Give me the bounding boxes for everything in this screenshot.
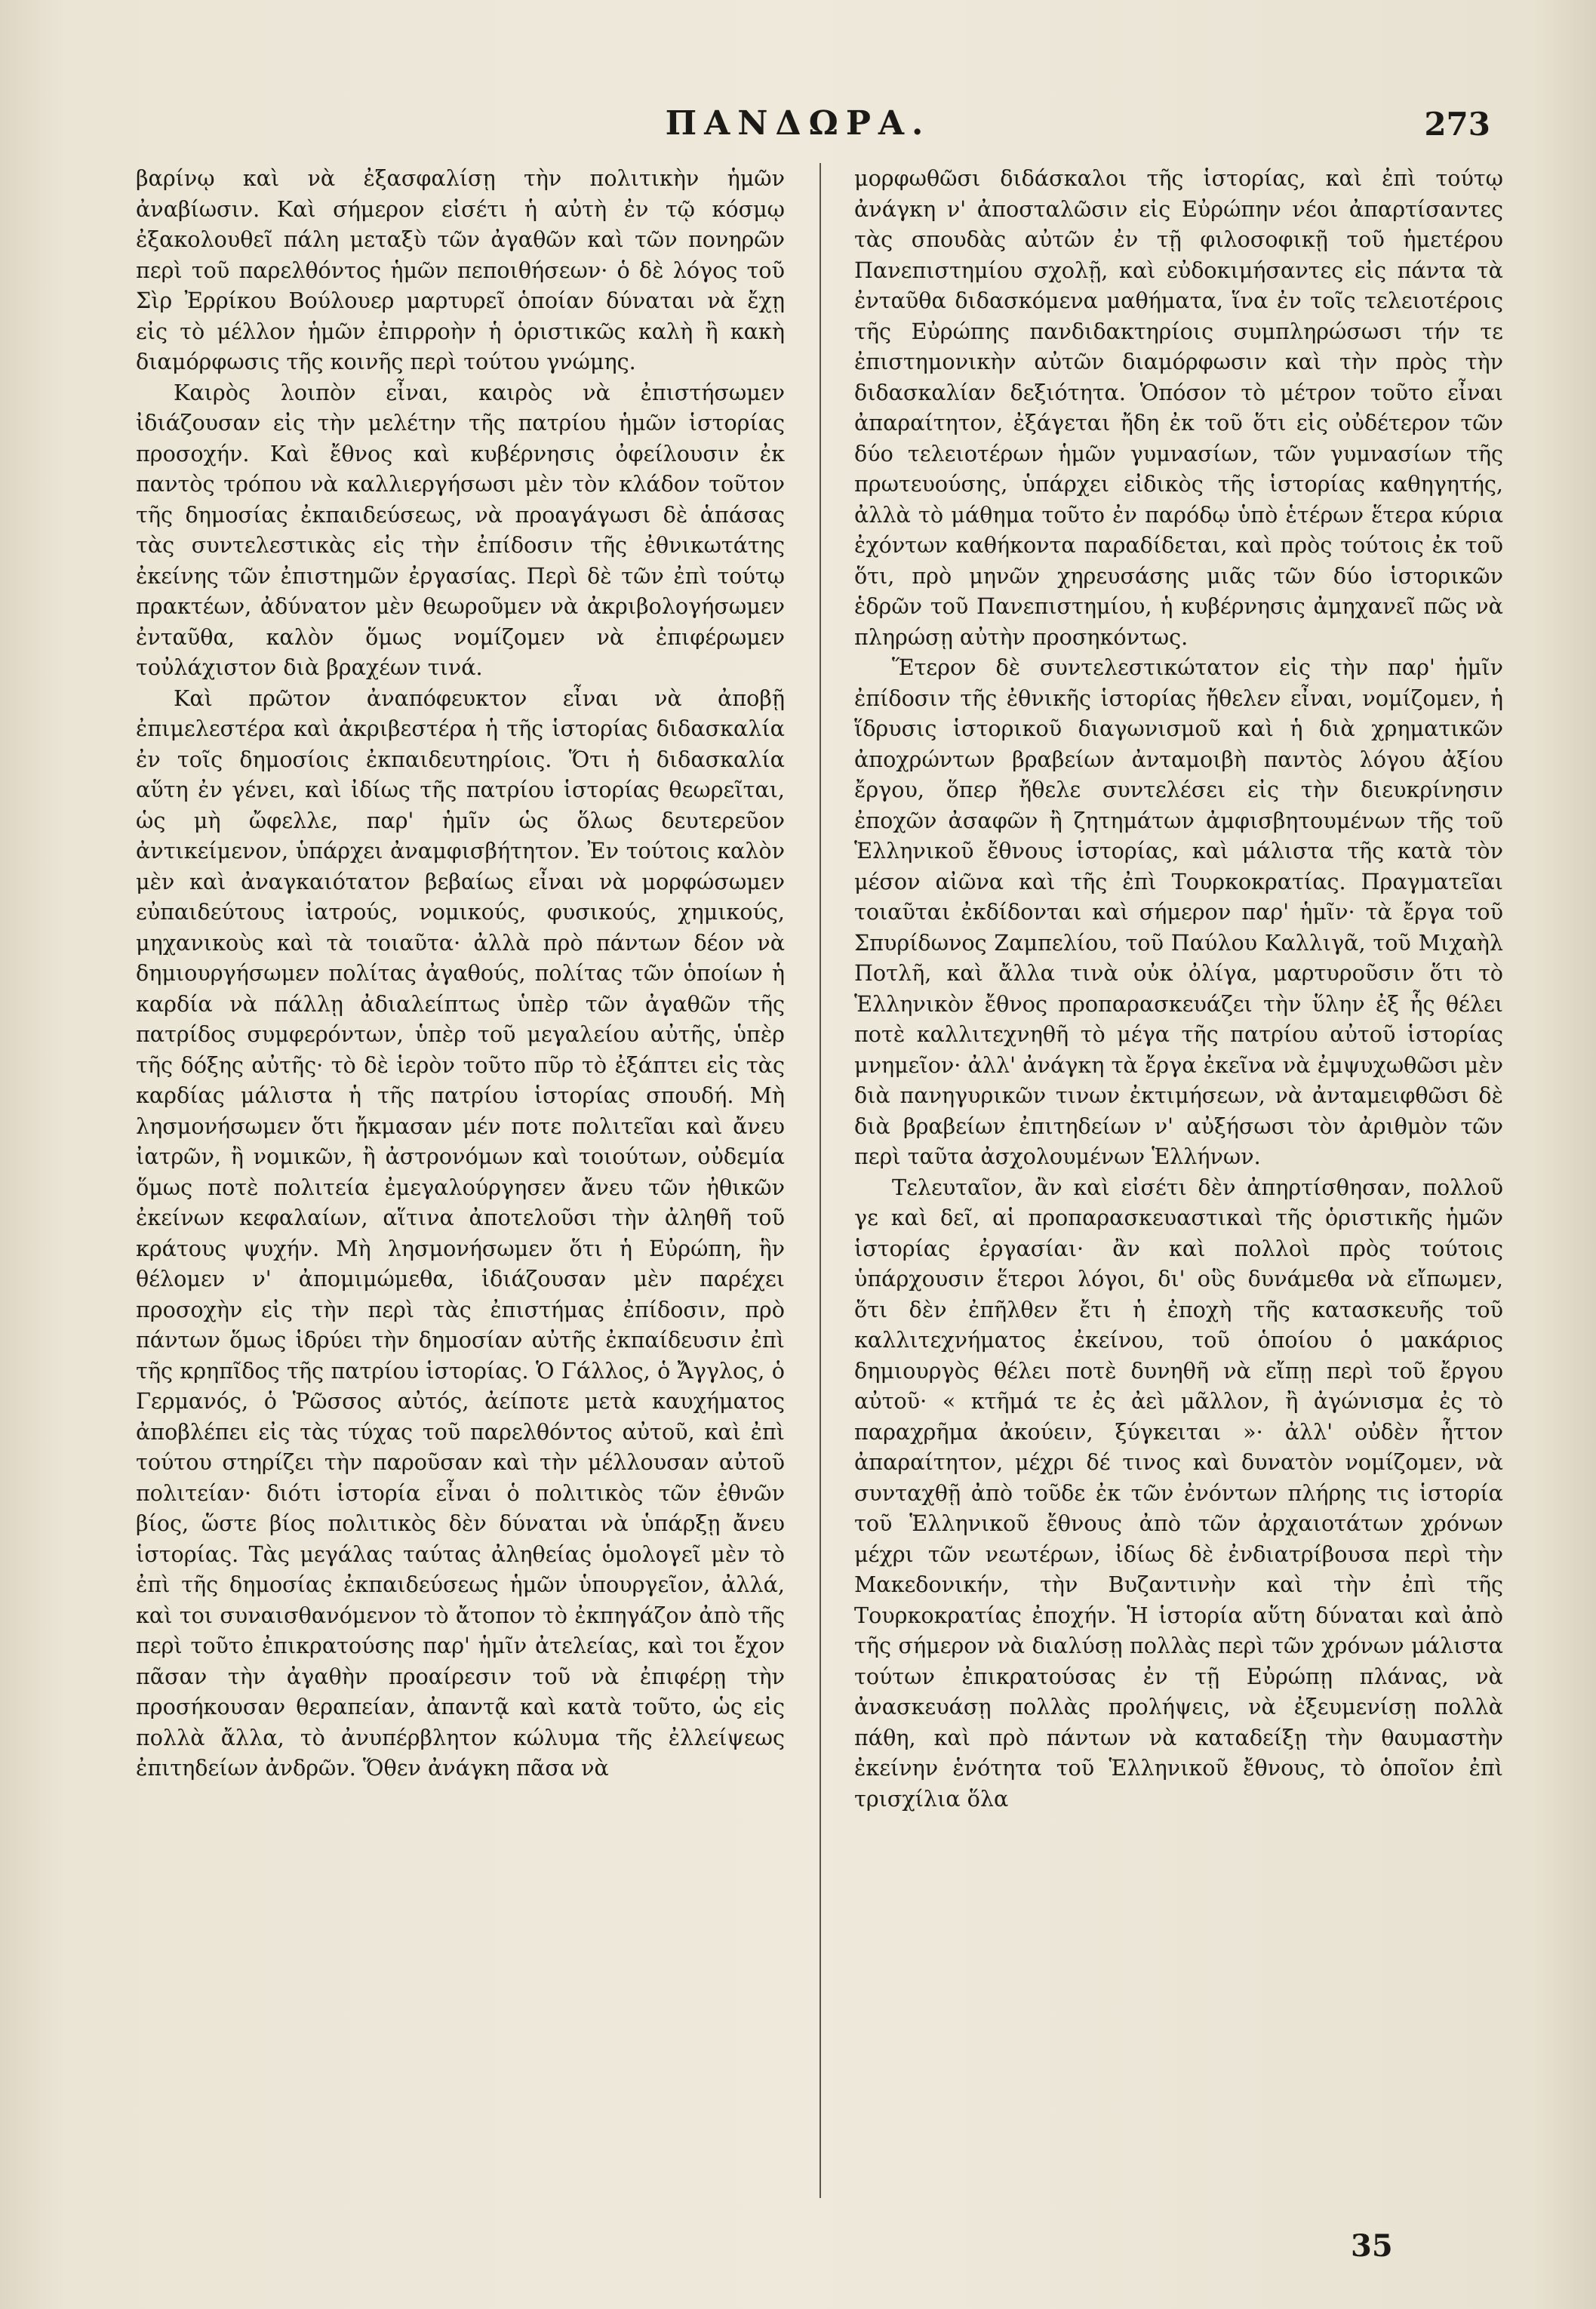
paragraph: Τελευταῖον, ἂν καὶ εἰσέτι δὲν ἀπηρτίσθησαν, πολλοῦ γε καὶ δεῖ, αἱ προπαρασκευαστικαὶ τῆς ὁριστικῆς ἡμῶν ἱστορίας ἐργασίαι· ἂν καὶ πολλοὶ πρὸς τούτοις ὑπάρχουσιν ἕτεροι λόγοι, δι' οὓς δυνάμεθα νὰ εἴπωμεν, ὅτι δὲν ἐπῆλθεν ἔτι ἡ ἐποχὴ τῆς κατασκευῆς τοῦ καλλιτεχνήματος ἐκείνου, τοῦ ὁποίου ὁ μακάριος δημιουργὸς θέλει ποτὲ δυνηθῆ νὰ εἴπῃ περὶ τοῦ ἔργου αὐτοῦ· « κτῆμά τε ἐς ἀεὶ μᾶλλον, ἢ ἀγώνισμα ἐς τὸ παραχρῆμα ἀκούειν, ξύγκειται »· ἀλλ' οὐδὲν ἧττον ἀπαραίτητον, μέχρι δέ τινος καὶ δυνατὸν νομίζομεν, νὰ συνταχθῇ ἀπὸ τοῦδε ἐκ τῶν ἐνόντων πλήρης τις ἱστορία τοῦ Ἑλληνικοῦ ἔθνους ἀπὸ τῶν ἀρχαιοτάτων χρόνων μέχρι τῶν νεωτέρων, ἰδίως δὲ ἐνδιατρίβουσα περὶ τὴν Μακεδονικήν, τὴν Βυζαντινὴν καὶ τὴν ἐπὶ τῆς Τουρκοκρατίας ἐποχήν. Ἡ ἱστορία αὕτη δύναται καὶ ἀπὸ τῆς σήμερον νὰ διαλύσῃ πολλὰς περὶ τῶν χρόνων μάλιστα τούτων ἐπικρατούσας ἐν τῇ Εὐρώπῃ πλάνας, νὰ ἀνασκευάσῃ πολλὰς προλήψεις, νὰ ἐξευμενίσῃ πολλὰ πάθη, καὶ πρὸ πάντων νὰ καταδείξῃ τὴν θαυμαστὴν ἐκείνην ἑνότητα τοῦ Ἑλληνικοῦ ἔθνους, τὸ ὁποῖον ἐπὶ τρισχίλια ὅλα [854, 1174, 1503, 1812]
paragraph: μορφωθῶσι διδάσκαλοι τῆς ἱστορίας, καὶ ἐπὶ τούτῳ ἀνάγκη ν' ἀποσταλῶσιν εἰς Εὐρώπην νέοι ἀπαρτίσαντες τὰς σπουδὰς αὐτῶν ἐν τῇ φιλοσοφικῇ τοῦ ἡμετέρου Πανεπιστημίου σχολῇ, καὶ εὐδοκιμήσαντες εἰς πάντα τὰ ἐνταῦθα διδασκόμενα μαθήματα, ἵνα ἐν τοῖς τελειοτέροις τῆς Εὐρώπης πανδιδακτηρίοις συμπληρώσωσι τήν τε ἐπιστημονικὴν αὐτῶν διαμόρφωσιν καὶ τὴν πρὸς τὴν διδασκαλίαν δεξιότητα. Ὁπόσον τὸ μέτρον τοῦτο εἶναι ἀπαραίτητον, ἐξάγεται ἤδη ἐκ τοῦ ὅτι εἰς οὐδέτερον τῶν δύο τελειοτέρων ἡμῶν γυμνασίων, τῶν γυμνασίων τῆς πρωτευούσης, ὑπάρχει εἰδικὸς τῆς ἱστορίας καθηγητής, ἀλλὰ τὸ μάθημα τοῦτο ἐν παρόδῳ ὑπὸ ἑτέρων ἕτερα κύρια ἐχόντων καθήκοντα παραδίδεται, καὶ πρὸς τούτοις ἐκ τοῦ ὅτι, πρὸ μηνῶν χηρευσάσης μιᾶς τῶν δύο ἱστορικῶν ἑδρῶν τοῦ Πανεπιστημίου, ἡ κυβέρνησις ἀμηχανεῖ πῶς νὰ πληρώσῃ αὐτὴν προσηκόντως. [854, 165, 1503, 650]
column-divider [820, 163, 821, 2198]
paragraph: Καιρὸς λοιπὸν εἶναι, καιρὸς νὰ ἐπιστήσωμεν ἰδιάζουσαν εἰς τὴν μελέτην τῆς πατρίου ἡμῶν ἱστορίας προσοχήν. Καὶ ἔθνος καὶ κυβέρνησις ὀφείλουσιν ἐκ παντὸς τρόπου νὰ καλλιεργήσωσι μὲν τὸν κλάδον τοῦτον τῆς δημοσίας ἐκπαιδεύσεως, νὰ προαγάγωσι δὲ ἁπάσας τὰς συντελεστικὰς εἰς τὴν ἐπίδοσιν τῆς ἐθνικωτάτης ἐκείνης τῶν ἐπιστημῶν ἐργασίας. Περὶ δὲ τῶν ἐπὶ τούτῳ πρακτέων, ἀδύνατον μὲν θεωροῦμεν νὰ ἀκριβολογήσωμεν ἐνταῦθα, καλὸν ὅμως νομίζομεν νὰ ἐπιφέρωμεν τοὐλάχιστον διὰ βραχέων τινά. [136, 379, 785, 680]
right-column [854, 163, 1503, 2201]
paragraph: Καὶ πρῶτον ἀναπόφευκτον εἶναι νὰ ἀποβῇ ἐπιμελεστέρα καὶ ἀκριβεστέρα ἡ τῆς ἱστορίας διδασκαλία ἐν τοῖς δημοσίοις ἐκπαιδευτηρίοις. Ὅτι ἡ διδασκαλία αὕτη ἐν γένει, καὶ ἰδίως τῆς πατρίου ἱστορίας θεωρεῖται, ὡς μὴ ὤφελλε, παρ' ἡμῖν ὡς ὅλως δευτερεῦον ἀντικείμενον, ὑπάρχει ἀναμφισβήτητον. Ἐν τούτοις καλὸν μὲν καὶ ἀναγκαιότατον βεβαίως εἶναι νὰ μορφώσωμεν εὐπαιδεύτους ἰατρούς, νομικούς, φυσικούς, χημικούς, μηχανικοὺς καὶ τὰ τοιαῦτα· ἀλλὰ πρὸ πάντων δέον νὰ δημιουργήσωμεν πολίτας ἀγαθούς, πολίτας τῶν ὁποίων ἡ καρδία νὰ πάλλῃ ἀδιαλείπτως ὑπὲρ τῶν ἀγαθῶν τῆς πατρίδος συμφερόντων, ὑπὲρ τοῦ μεγαλείου αὐτῆς, ὑπὲρ τῆς δόξης αὐτῆς· τὸ δὲ ἱερὸν τοῦτο πῦρ τὸ ἐξάπτει εἰς τὰς καρδίας μάλιστα ἡ τῆς πατρίου ἱστορίας σπουδή. Μὴ λησμονήσωμεν ὅτι ἤκμασαν μέν ποτε πολιτεῖαι καὶ ἄνευ ἰατρῶν, ἢ νομικῶν, ἢ ἀστρονόμων καὶ τοιούτων, οὐδεμία ὅμως ποτὲ πολιτεία ἐμεγαλούργησεν ἄνευ τῶν ἠθικῶν ἐκείνων κεφαλαίων, αἵτινα ἀποτελοῦσι τὴν ἀληθῆ τοῦ κράτους ψυχήν. Μὴ λησμονήσωμεν ὅτι ἡ Εὐρώπη, ἣν θέλομεν ν' ἀπομιμώμεθα, ἰδιάζουσαν μὲν παρέχει προσοχὴν εἰς τὴν περὶ τὰς ἐπιστήμας ἐπίδοσιν, πρὸ πάντων ὅμως ἱδρύει τὴν δημοσίαν αὐτῆς ἐκπαίδευσιν ἐπὶ τῆς κρηπῖδος τῆς πατρίου ἱστορίας. Ὁ Γάλλος, ὁ Ἄγγλος, ὁ Γερμανός, ὁ Ῥῶσσος αὐτός, ἀείποτε μετὰ καυχήματος ἀποβλέπει εἰς τὰς τύχας τοῦ παρελθόντος αὐτοῦ, καὶ ἐπὶ τούτου στηρίζει τὴν παροῦσαν καὶ τὴν μέλλουσαν αὐτοῦ πολιτείαν· διότι ἱστορία εἶναι ὁ πολιτικὸς τῶν ἐθνῶν βίος, ὥστε βίος πολιτικὸς δὲν δύναται νὰ ὑπάρξῃ ἄνευ ἱστορίας. Τὰς μεγάλας ταύτας ἀληθείας ὁμολογεῖ μὲν τὸ ἐπὶ τῆς δημοσίας ἐκπαιδεύσεως ἡμῶν ὑπουργεῖον, ἀλλά, καὶ τοι συναισθανόμενον τὸ ἄτοπον τὸ ἐκπηγάζον ἀπὸ τῆς περὶ τοῦτο ἐπικρατούσης παρ' ἡμῖν ἀτελείας, καὶ τοι ἔχον πᾶσαν τὴν ἀγαθὴν προαίρεσιν τοῦ νὰ ἐπιφέρῃ τὴν προσήκουσαν θεραπείαν, ἀπαντᾷ καὶ κατὰ τοῦτο, ὡς εἰς πολλὰ ἄλλα, τὸ ἀνυπέρβλητον κώλυμα τῆς ἐλλείψεως ἐπιτηδείων ἀνδρῶν. Ὅθεν ἀνάγκη πᾶσα νὰ [136, 685, 785, 1781]
signature-mark: 35 [1351, 2228, 1393, 2264]
running-title: ΠΑΝΔΩΡΑ. [665, 104, 931, 143]
page-number: 273 [1424, 106, 1490, 143]
left-column [136, 163, 785, 2201]
paragraph: βαρίνῳ καὶ νὰ ἐξασφαλίσῃ τὴν πολιτικὴν ἡμῶν ἀναβίωσιν. Καὶ σήμερον εἰσέτι ἡ αὐτὴ ἐν τῷ κόσμῳ ἐξακολουθεῖ πάλη μεταξὺ τῶν ἀγαθῶν καὶ τῶν πονηρῶν περὶ τοῦ παρελθόντος ἡμῶν πεποιθήσεων· ὁ δὲ λόγος τοῦ Σὶρ Ἐρρίκου Βούλουερ μαρτυρεῖ ὁποίαν δύναται νὰ ἔχῃ εἰς τὸ μέλλον ἡμῶν ἐπιρροὴν ἡ ὁριστικῶς καλὴ ἢ κακὴ διαμόρφωσις τῆς κοινῆς περὶ τούτου γνώμης. [136, 165, 785, 374]
paragraph: Ἕτερον δὲ συντελεστικώτατον εἰς τὴν παρ' ἡμῖν ἐπίδοσιν τῆς ἐθνικῆς ἱστορίας ἤθελεν εἶναι, νομίζομεν, ἡ ἵδρυσις ἱστορικοῦ διαγωνισμοῦ καὶ ἡ διὰ χρηματικῶν ἀποχρώντων βραβείων ἀνταμοιβὴ παντὸς λόγου ἀξίου ἔργου, ὅπερ ἤθελε συντελέσει εἰς τὴν διευκρίνησιν ἐποχῶν ἀσαφῶν ἢ ζητημάτων ἀμφισβητουμένων τῆς τοῦ Ἑλληνικοῦ ἔθνους ἱστορίας, καὶ μάλιστα τῆς κατὰ τὸν μέσον αἰῶνα καὶ τῆς ἐπὶ Τουρκοκρατίας. Πραγματεῖαι τοιαῦται ἐκδίδονται καὶ σήμερον παρ' ἡμῖν· τὰ ἔργα τοῦ Σπυρίδωνος Ζαμπελίου, τοῦ Παύλου Καλλιγᾶ, τοῦ Μιχαὴλ Ποτλῆ, καὶ ἄλλα τινὰ οὐκ ὀλίγα, μαρτυροῦσιν ὅτι τὸ Ἑλληνικὸν ἔθνος προπαρασκευάζει τὴν ὕλην ἐξ ἧς θέλει ποτὲ καλλιτεχνηθῆ τὸ μέγα τῆς πατρίου αὐτοῦ ἱστορίας μνημεῖον· ἀλλ' ἀνάγκη τὰ ἔργα ἐκεῖνα νὰ ἐμψυχωθῶσι μὲν διὰ πανηγυρικῶν τινων ἐκτιμήσεων, νὰ ἀνταμειφθῶσι δὲ διὰ βραβείων ἐπιτηδείων ν' αὐξήσωσι τὸν ἀριθμὸν τῶν περὶ ταῦτα ἀσχολουμένων Ἑλλήνων. [854, 654, 1503, 1169]
